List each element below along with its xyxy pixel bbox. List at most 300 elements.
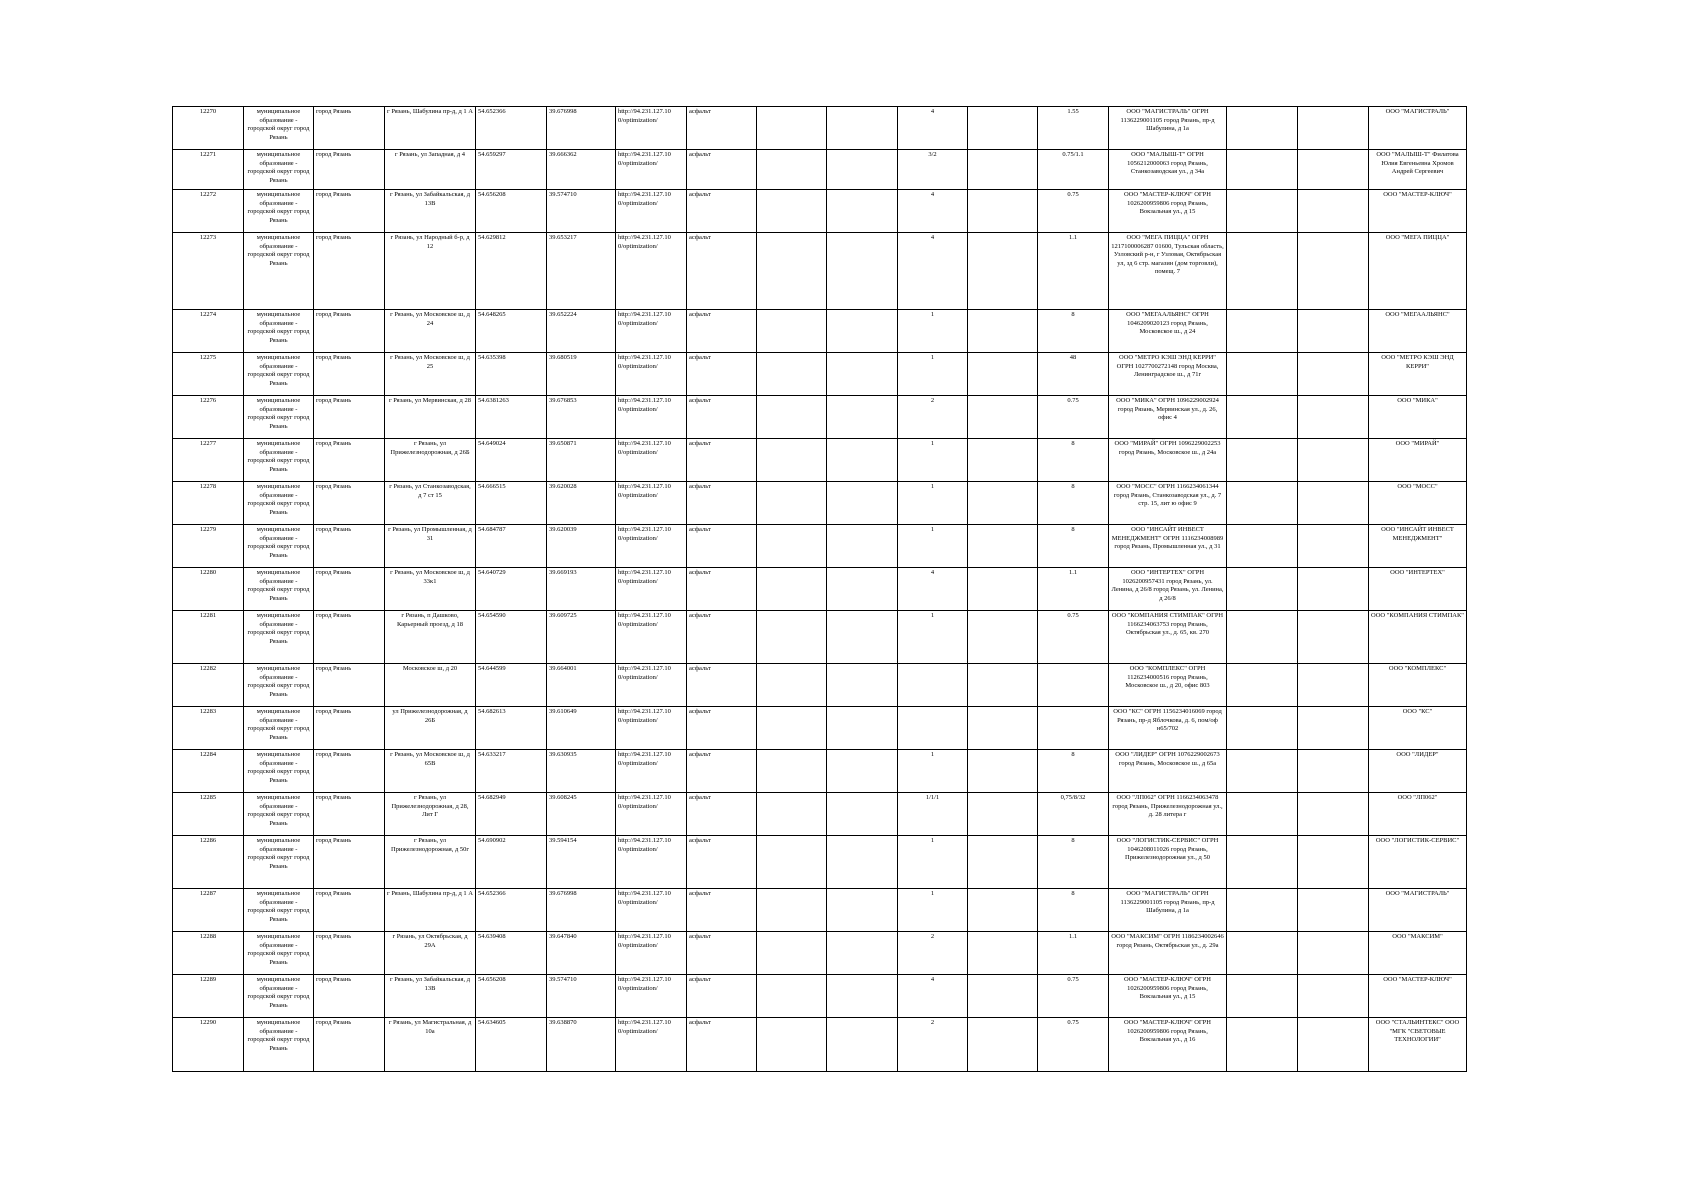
cell-longitude: 39.669193 [547,568,616,611]
cell-address: Московское ш, д 20 [385,664,476,707]
cell-container-volume: 0.75 [1038,190,1109,233]
cell-address: г Рязань, ул Московское ш, д 65В [385,750,476,793]
cell-containers-count: 1 [898,525,968,568]
cell-col-l [968,150,1038,190]
table-row [173,664,1467,707]
cell-col-p [1298,439,1369,482]
cell-owner: ООО "МАСТЕР-КЛЮЧ" ОГРН 1026200959806 город Рязань, Вокзальная ул., д 16 [1109,1018,1227,1072]
table-row [173,932,1467,975]
cell-waste-sources: ООО "КС" [1369,707,1467,750]
cell-municipality: муниципальное образование - городской округ город Рязань [244,525,314,568]
cell-col-i [757,310,827,353]
cell-latitude: 54.652366 [476,107,547,150]
cell-id: 12271 [173,150,244,190]
cell-col-l [968,107,1038,150]
cell-surface: асфальт [687,836,757,889]
cell-owner: ООО "МЕГААЛЬЯНС" ОГРН 1046209020123 город Рязань, Московское ш., д 24 [1109,310,1227,353]
cell-col-p [1298,150,1369,190]
cell-col-p [1298,233,1369,310]
cell-col-i [757,482,827,525]
cell-col-l [968,396,1038,439]
cell-owner: ООО "МАЛЫШ-Т" ОГРН 1056212000063 город Рязань, Станкозаводская ул., д 34а [1109,150,1227,190]
cell-containers-count: 1 [898,611,968,664]
cell-containers-count: 1/1/1 [898,793,968,836]
cell-id: 12270 [173,107,244,150]
cell-col-i [757,836,827,889]
cell-col-i [757,611,827,664]
cell-municipality: муниципальное образование - городской округ город Рязань [244,233,314,310]
cell-waste-sources: ООО "МОСС" [1369,482,1467,525]
cell-container-volume: 0.75 [1038,396,1109,439]
cell-col-j [827,793,898,836]
cell-latitude: 54.656208 [476,190,547,233]
cell-container-volume [1038,664,1109,707]
cell-col-o [1227,611,1298,664]
cell-waste-sources: ООО "МАСТЕР-КЛЮЧ" [1369,190,1467,233]
cell-longitude: 39.652224 [547,310,616,353]
cell-col-o [1227,750,1298,793]
cell-settlement: город Рязань [314,107,385,150]
cell-surface: асфальт [687,1018,757,1072]
cell-settlement: город Рязань [314,750,385,793]
table-row [173,836,1467,889]
cell-scheme-url: http://94.231.127.10 0/optimization/ [616,525,687,568]
cell-col-l [968,750,1038,793]
cell-address: г Рязань, ул Прижелезнодорожная, д 28, Лит Г [385,793,476,836]
cell-owner: ООО "МЕГА ПИЦЦА" ОГРН 1217100006287 01600, Тульская область, Узловский р-н, г Узловая, Октябрьская ул, зд 6 стр. магазин (дом торговли), помещ. 7 [1109,233,1227,310]
cell-address: г Рязань, Шабулина пр-д, д 1 А [385,889,476,932]
cell-longitude: 39.680519 [547,353,616,396]
cell-id: 12279 [173,525,244,568]
cell-col-o [1227,150,1298,190]
cell-col-j [827,150,898,190]
cell-col-j [827,310,898,353]
cell-col-p [1298,664,1369,707]
cell-latitude: 54.634605 [476,1018,547,1072]
cell-latitude: 54.640729 [476,568,547,611]
cell-surface: асфальт [687,932,757,975]
cell-id: 12276 [173,396,244,439]
cell-latitude: 54.656208 [476,975,547,1018]
cell-container-volume: 0.75/1.1 [1038,150,1109,190]
cell-col-p [1298,525,1369,568]
cell-address: г Рязань, ул Западная, д 4 [385,150,476,190]
cell-municipality: муниципальное образование - городской округ город Рязань [244,353,314,396]
cell-container-volume: 1.1 [1038,568,1109,611]
cell-col-i [757,190,827,233]
cell-municipality: муниципальное образование - городской округ город Рязань [244,107,314,150]
cell-col-l [968,190,1038,233]
cell-scheme-url: http://94.231.127.10 0/optimization/ [616,793,687,836]
cell-id: 12287 [173,889,244,932]
cell-waste-sources: ООО "МИРАЙ" [1369,439,1467,482]
cell-surface: асфальт [687,310,757,353]
cell-col-l [968,1018,1038,1072]
cell-owner: ООО "МАГИСТРАЛЬ" ОГРН 1136229001105 город Рязань, пр-д Шабулина, д 1а [1109,889,1227,932]
cell-container-volume: 48 [1038,353,1109,396]
cell-longitude: 39.610649 [547,707,616,750]
cell-settlement: город Рязань [314,932,385,975]
cell-scheme-url: http://94.231.127.10 0/optimization/ [616,836,687,889]
cell-surface: асфальт [687,793,757,836]
cell-address: г Рязань, ул Прижелезнодорожная, д 26Б [385,439,476,482]
cell-scheme-url: http://94.231.127.10 0/optimization/ [616,707,687,750]
cell-containers-count: 4 [898,975,968,1018]
cell-col-o [1227,1018,1298,1072]
cell-owner: ООО "КС" ОГРН 1156234016069 город Рязань, пр-д Яблочкова, д. 6, пом/оф н65/702 [1109,707,1227,750]
cell-scheme-url: http://94.231.127.10 0/optimization/ [616,611,687,664]
cell-settlement: город Рязань [314,353,385,396]
cell-latitude: 54.633217 [476,750,547,793]
cell-scheme-url: http://94.231.127.10 0/optimization/ [616,568,687,611]
cell-col-p [1298,975,1369,1018]
cell-col-p [1298,889,1369,932]
cell-waste-sources: ООО "ИНСАЙТ ИНВЕСТ МЕНЕДЖМЕНТ" [1369,525,1467,568]
cell-containers-count: 2 [898,396,968,439]
cell-waste-sources: ООО "МАГИСТРАЛЬ" [1369,889,1467,932]
table-row [173,793,1467,836]
cell-longitude: 39.676998 [547,107,616,150]
cell-col-l [968,889,1038,932]
cell-municipality: муниципальное образование - городской округ город Рязань [244,932,314,975]
cell-containers-count: 3/2 [898,150,968,190]
cell-container-volume: 8 [1038,439,1109,482]
cell-container-volume: 0.75 [1038,975,1109,1018]
cell-owner: ООО "КОМПАНИЯ СТИМПАК" ОГРН 1166234063753 город Рязань, Октябрьская ул., д. 65, кв. 270 [1109,611,1227,664]
cell-col-p [1298,707,1369,750]
cell-address: г Рязань, ул Московское ш, д 33к1 [385,568,476,611]
cell-col-i [757,932,827,975]
table-row [173,107,1467,150]
cell-container-volume: 8 [1038,889,1109,932]
cell-col-o [1227,482,1298,525]
cell-container-volume: 0.75 [1038,1018,1109,1072]
cell-col-j [827,190,898,233]
cell-col-p [1298,353,1369,396]
cell-col-i [757,707,827,750]
cell-col-j [827,233,898,310]
cell-scheme-url: http://94.231.127.10 0/optimization/ [616,396,687,439]
cell-col-i [757,439,827,482]
cell-id: 12286 [173,836,244,889]
cell-longitude: 39.620028 [547,482,616,525]
cell-container-volume: 8 [1038,750,1109,793]
cell-col-j [827,664,898,707]
cell-col-i [757,750,827,793]
cell-col-l [968,836,1038,889]
cell-col-o [1227,568,1298,611]
cell-col-p [1298,190,1369,233]
cell-owner: ООО "ЛП062" ОГРН 1166234063478 город Рязань, Прижелезнодорожная ул., д. 28 литера г [1109,793,1227,836]
cell-col-p [1298,1018,1369,1072]
cell-address: г Рязань, ул Народный б-р, д 12 [385,233,476,310]
cell-settlement: город Рязань [314,150,385,190]
cell-id: 12274 [173,310,244,353]
table-row [173,396,1467,439]
cell-col-i [757,975,827,1018]
cell-surface: асфальт [687,707,757,750]
cell-municipality: муниципальное образование - городской округ город Рязань [244,310,314,353]
cell-col-p [1298,107,1369,150]
cell-municipality: муниципальное образование - городской округ город Рязань [244,1018,314,1072]
cell-col-j [827,707,898,750]
cell-municipality: муниципальное образование - городской округ город Рязань [244,396,314,439]
cell-owner: ООО "МОСС" ОГРН 1166234061344 город Рязань, Станкозаводская ул., д. 7 стр. 15, лит ю офис 9 [1109,482,1227,525]
cell-col-j [827,396,898,439]
table-row [173,353,1467,396]
cell-col-l [968,310,1038,353]
cell-scheme-url: http://94.231.127.10 0/optimization/ [616,975,687,1018]
cell-containers-count: 1 [898,439,968,482]
cell-scheme-url: http://94.231.127.10 0/optimization/ [616,932,687,975]
cell-scheme-url: http://94.231.127.10 0/optimization/ [616,233,687,310]
cell-col-j [827,611,898,664]
cell-col-p [1298,836,1369,889]
cell-col-o [1227,707,1298,750]
cell-municipality: муниципальное образование - городской округ город Рязань [244,750,314,793]
cell-col-o [1227,975,1298,1018]
cell-waste-sources: ООО "КОМПАНИЯ СТИМПАК" [1369,611,1467,664]
cell-longitude: 39.638870 [547,1018,616,1072]
cell-longitude: 39.653217 [547,233,616,310]
cell-col-j [827,439,898,482]
cell-settlement: город Рязань [314,836,385,889]
cell-col-o [1227,233,1298,310]
cell-owner: ООО "ЛОГИСТИК-СЕРВИС" ОГРН 1046208011026 город Рязань, Прижелезнодорожная ул., д 50 [1109,836,1227,889]
cell-id: 12272 [173,190,244,233]
cell-owner: ООО "МАСТЕР-КЛЮЧ" ОГРН 1026200959806 город Рязань, Вокзальная ул., д 15 [1109,975,1227,1018]
cell-settlement: город Рязань [314,975,385,1018]
cell-latitude: 54.644599 [476,664,547,707]
table-row [173,975,1467,1018]
cell-waste-sources: ООО "СТАЛЬИНТЕКС" ООО "МГК "СВЕТОВЫЕ ТЕХНОЛОГИИ" [1369,1018,1467,1072]
cell-id: 12283 [173,707,244,750]
cell-municipality: муниципальное образование - городской округ город Рязань [244,190,314,233]
registry-table [172,106,1467,1072]
cell-longitude: 39.666362 [547,150,616,190]
cell-settlement: город Рязань [314,233,385,310]
cell-col-i [757,568,827,611]
cell-col-l [968,611,1038,664]
cell-containers-count: 4 [898,568,968,611]
cell-containers-count: 1 [898,482,968,525]
cell-municipality: муниципальное образование - городской округ город Рязань [244,836,314,889]
cell-col-l [968,707,1038,750]
table-row [173,310,1467,353]
cell-longitude: 39.594154 [547,836,616,889]
cell-id: 12290 [173,1018,244,1072]
cell-containers-count: 1 [898,889,968,932]
cell-address: г Рязань, ул Станкозаводская, д 7 ст 15 [385,482,476,525]
cell-municipality: муниципальное образование - городской округ город Рязань [244,707,314,750]
cell-surface: асфальт [687,975,757,1018]
cell-settlement: город Рязань [314,310,385,353]
cell-waste-sources: ООО "ИНТЕРТЕХ" [1369,568,1467,611]
cell-containers-count: 2 [898,932,968,975]
cell-col-j [827,975,898,1018]
cell-waste-sources: ООО "МЕГААЛЬЯНС" [1369,310,1467,353]
cell-containers-count [898,707,968,750]
cell-latitude: 54.652366 [476,889,547,932]
cell-scheme-url: http://94.231.127.10 0/optimization/ [616,190,687,233]
cell-municipality: муниципальное образование - городской округ город Рязань [244,150,314,190]
cell-scheme-url: http://94.231.127.10 0/optimization/ [616,353,687,396]
cell-owner: ООО "МЕТРО КЭШ ЭНД КЕРРИ" ОГРН 1027700272148 город Москва, Ленинградское ш., д 71г [1109,353,1227,396]
cell-longitude: 39.608245 [547,793,616,836]
cell-col-j [827,889,898,932]
cell-latitude: 54.649024 [476,439,547,482]
cell-scheme-url: http://94.231.127.10 0/optimization/ [616,482,687,525]
cell-col-j [827,836,898,889]
cell-col-p [1298,310,1369,353]
cell-municipality: муниципальное образование - городской округ город Рязань [244,568,314,611]
cell-municipality: муниципальное образование - городской округ город Рязань [244,975,314,1018]
cell-id: 12289 [173,975,244,1018]
cell-address: г Рязань, ул Московское ш, д 24 [385,310,476,353]
cell-col-p [1298,932,1369,975]
cell-col-i [757,396,827,439]
cell-surface: асфальт [687,107,757,150]
cell-containers-count: 4 [898,107,968,150]
cell-col-i [757,233,827,310]
cell-waste-sources: ООО "МАГИСТРАЛЬ" [1369,107,1467,150]
cell-container-volume: 0.75 [1038,611,1109,664]
cell-latitude: 54.659297 [476,150,547,190]
cell-settlement: город Рязань [314,1018,385,1072]
cell-col-o [1227,396,1298,439]
cell-settlement: город Рязань [314,793,385,836]
cell-col-j [827,107,898,150]
cell-address: г Рязань, ул Магистральная, д 10а [385,1018,476,1072]
cell-container-volume: 8 [1038,482,1109,525]
cell-col-o [1227,932,1298,975]
cell-col-o [1227,190,1298,233]
cell-latitude: 54.635398 [476,353,547,396]
cell-municipality: муниципальное образование - городской округ город Рязань [244,482,314,525]
cell-col-l [968,664,1038,707]
table-row [173,233,1467,310]
cell-waste-sources: ООО "МАСТЕР-КЛЮЧ" [1369,975,1467,1018]
cell-id: 12284 [173,750,244,793]
cell-id: 12277 [173,439,244,482]
table-row [173,750,1467,793]
cell-containers-count: 4 [898,190,968,233]
cell-owner: ООО "МАКСИМ" ОГРН 1186234002646 город Рязань, Октябрьская ул., д. 29а [1109,932,1227,975]
cell-id: 12282 [173,664,244,707]
cell-col-i [757,664,827,707]
cell-longitude: 39.647840 [547,932,616,975]
cell-longitude: 39.676998 [547,889,616,932]
cell-col-p [1298,568,1369,611]
cell-col-i [757,889,827,932]
cell-waste-sources: ООО "МЕТРО КЭШ ЭНД КЕРРИ" [1369,353,1467,396]
cell-container-volume: 1.1 [1038,932,1109,975]
cell-settlement: город Рязань [314,482,385,525]
cell-col-j [827,482,898,525]
cell-col-p [1298,750,1369,793]
cell-scheme-url: http://94.231.127.10 0/optimization/ [616,664,687,707]
cell-containers-count: 4 [898,233,968,310]
cell-waste-sources: ООО "ЛОГИСТИК-СЕРВИС" [1369,836,1467,889]
cell-id: 12280 [173,568,244,611]
cell-waste-sources: ООО "ЛП062" [1369,793,1467,836]
cell-col-p [1298,793,1369,836]
cell-col-i [757,525,827,568]
registry-body [173,107,1467,1072]
cell-container-volume: 0,75/8/32 [1038,793,1109,836]
table-row [173,568,1467,611]
cell-container-volume: 8 [1038,836,1109,889]
table-row [173,611,1467,664]
cell-col-o [1227,525,1298,568]
cell-surface: асфальт [687,750,757,793]
table-row [173,889,1467,932]
cell-container-volume: 8 [1038,525,1109,568]
cell-settlement: город Рязань [314,396,385,439]
cell-latitude: 54.648265 [476,310,547,353]
cell-id: 12275 [173,353,244,396]
cell-latitude: 54.6381263 [476,396,547,439]
cell-col-l [968,975,1038,1018]
cell-id: 12288 [173,932,244,975]
cell-owner: ООО "МИРАЙ" ОГРН 1096229002253 город Рязань, Московское ш., д 24а [1109,439,1227,482]
cell-surface: асфальт [687,568,757,611]
cell-scheme-url: http://94.231.127.10 0/optimization/ [616,107,687,150]
cell-settlement: город Рязань [314,707,385,750]
cell-settlement: город Рязань [314,568,385,611]
cell-latitude: 54.682949 [476,793,547,836]
cell-surface: асфальт [687,482,757,525]
cell-id: 12285 [173,793,244,836]
cell-containers-count: 1 [898,750,968,793]
cell-containers-count: 1 [898,310,968,353]
cell-containers-count: 1 [898,836,968,889]
cell-containers-count: 1 [898,353,968,396]
cell-latitude: 54.654590 [476,611,547,664]
cell-col-i [757,150,827,190]
cell-latitude: 54.629812 [476,233,547,310]
table-row [173,439,1467,482]
cell-longitude: 39.630935 [547,750,616,793]
cell-scheme-url: http://94.231.127.10 0/optimization/ [616,1018,687,1072]
cell-containers-count: 2 [898,1018,968,1072]
cell-col-l [968,233,1038,310]
cell-scheme-url: http://94.231.127.10 0/optimization/ [616,889,687,932]
cell-col-j [827,568,898,611]
table-row [173,1018,1467,1072]
cell-container-volume [1038,707,1109,750]
cell-latitude: 54.682613 [476,707,547,750]
cell-col-i [757,107,827,150]
cell-col-o [1227,664,1298,707]
cell-col-i [757,1018,827,1072]
cell-latitude: 54.639408 [476,932,547,975]
cell-address: г Рязань, ул Забайкальская, д 13В [385,975,476,1018]
cell-waste-sources: ООО "КОМПЛЕКС" [1369,664,1467,707]
cell-surface: асфальт [687,190,757,233]
cell-address: ул Прижелезнодорожная, д 26Б [385,707,476,750]
cell-surface: асфальт [687,150,757,190]
cell-longitude: 39.676853 [547,396,616,439]
cell-address: г Рязань, ул Промышленная, д 31 [385,525,476,568]
cell-latitude: 54.666515 [476,482,547,525]
cell-municipality: муниципальное образование - городской округ город Рязань [244,439,314,482]
cell-col-l [968,525,1038,568]
cell-waste-sources: ООО "МЕГА ПИЦЦА" [1369,233,1467,310]
cell-address: г Рязань, ул Октябрьская, д 29А [385,932,476,975]
cell-latitude: 54.690902 [476,836,547,889]
cell-col-j [827,353,898,396]
